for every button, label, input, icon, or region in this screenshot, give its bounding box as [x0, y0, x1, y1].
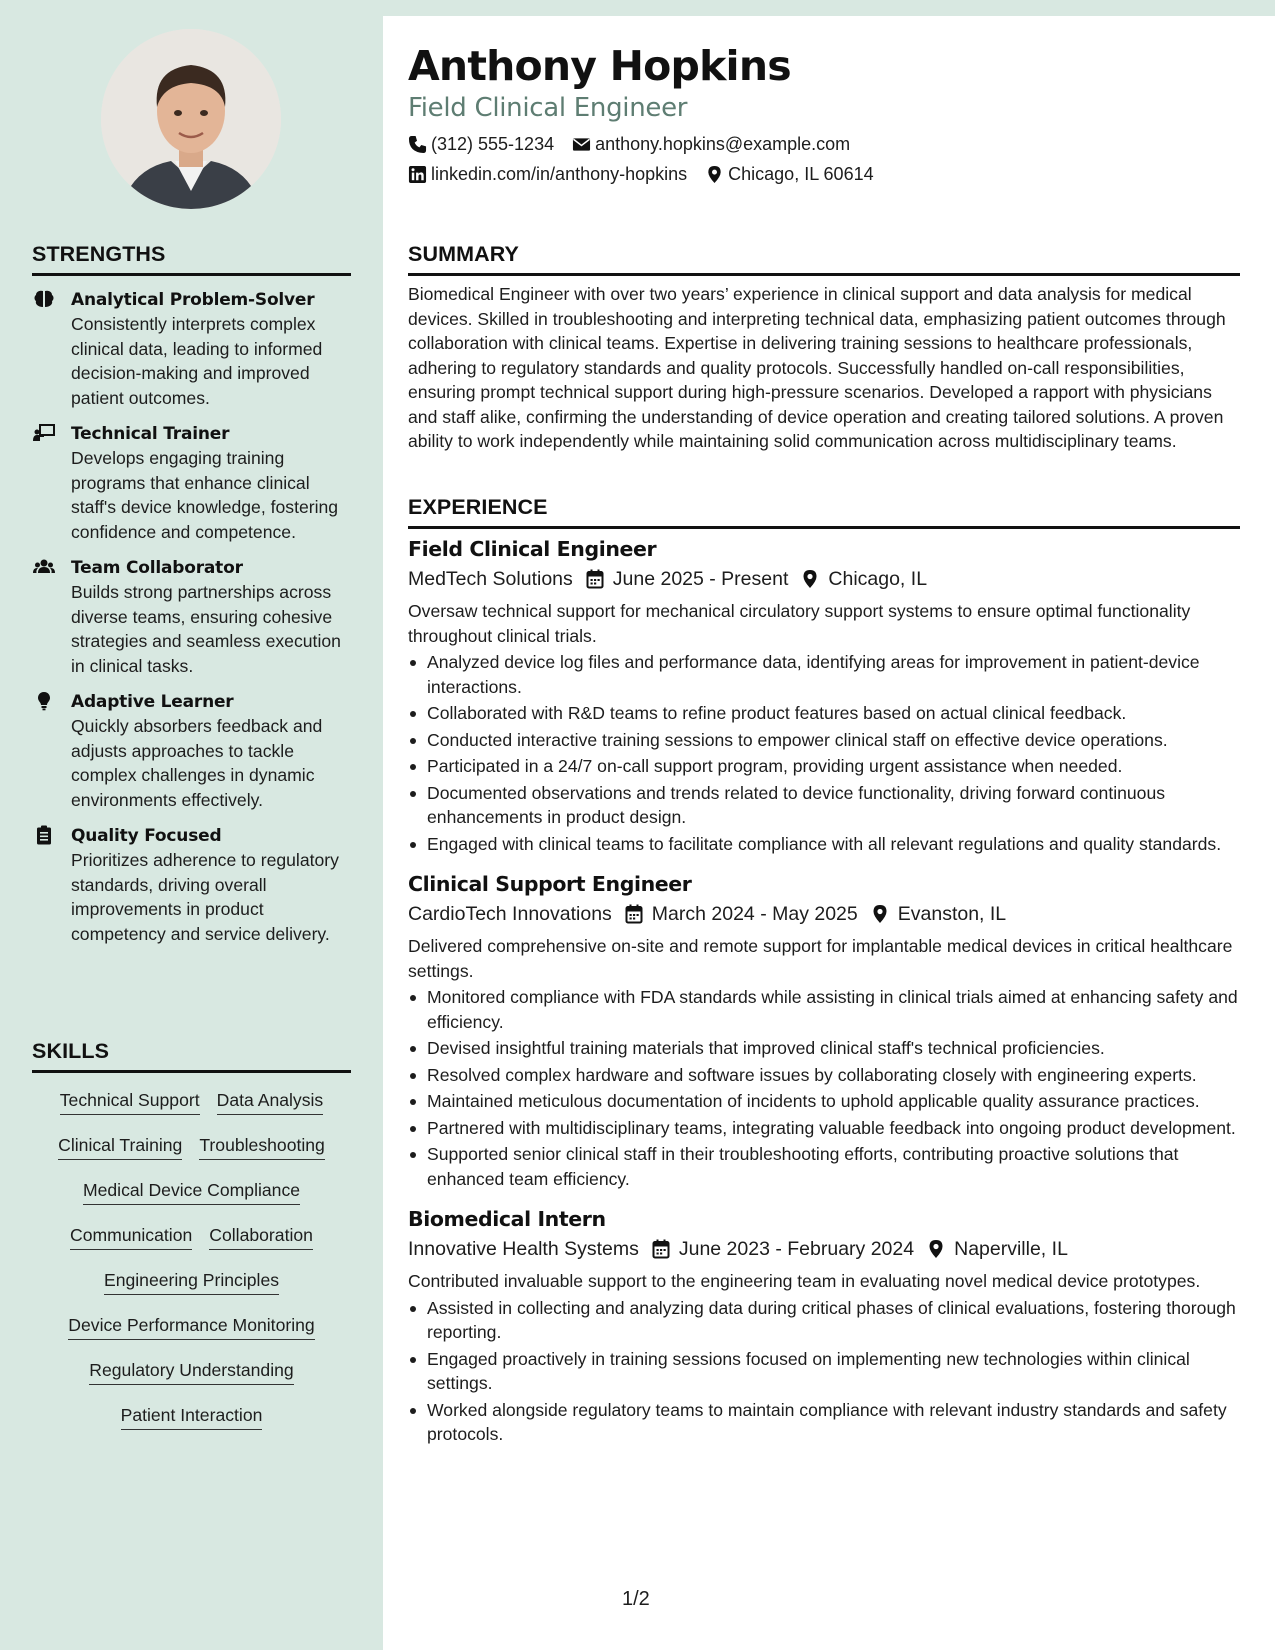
job-bullet: Conducted interactive training sessions to empower clinical staff on effective device operations.	[408, 728, 1240, 753]
skill-row	[68, 1304, 314, 1349]
job-dates	[652, 1234, 914, 1264]
job-bullet: Engaged proactively in training sessions focused on implementing new technologies within clinical settings.	[408, 1347, 1240, 1396]
skill-tag: Medical Device Compliance	[83, 1179, 300, 1205]
summary-text: Biomedical Engineer with over two years’ experience in clinical support and data analysis for medical devices. Skilled in troubleshooting and interpreting technical data, emphasizing patient outcomes through collaboration with clinical teams. Expertise in delivering training sessions to healthcare professionals, adhering to regulatory standards and quality protocols. Successfully handled on-call responsibilities, ensuring prompt technical support during high-pressure scenarios. Developed a rapport with physicians and staff alike, confirming the understanding of device operation and creating tailored solutions. A proven ability to work independently while maintaining solid communication across multidisciplinary teams.	[408, 284, 1226, 451]
summary-heading: SUMMARY	[408, 242, 1240, 276]
skill-row	[83, 1169, 300, 1214]
job-bullets	[408, 1296, 1240, 1447]
map-pin-icon	[927, 1239, 945, 1259]
skills-heading: SKILLS	[32, 1039, 351, 1073]
job-bullet: Engaged with clinical teams to facilitate compliance with all relevant regulations and quality standards.	[408, 832, 1240, 857]
contact-line-2	[408, 164, 892, 185]
skills-list	[32, 1079, 351, 1439]
experience-section	[408, 495, 1240, 1447]
linkedin-icon	[408, 165, 427, 184]
job-company: Innovative Health Systems	[408, 1238, 639, 1260]
job-bullets	[408, 650, 1240, 856]
skill-tag: Communication	[70, 1224, 192, 1250]
strength-title: Team Collaborator	[71, 558, 243, 578]
skill-tag: Data Analysis	[217, 1089, 324, 1115]
strength-title: Analytical Problem-Solver	[71, 290, 315, 310]
job-meta	[408, 1234, 1240, 1264]
job-location	[801, 564, 927, 594]
strengths-section	[32, 242, 351, 946]
skill-tag: Clinical Training	[58, 1134, 182, 1160]
job-dates	[586, 564, 789, 594]
skill-row	[121, 1394, 263, 1439]
job-dates-text: June 2023 - February 2024	[678, 1238, 915, 1260]
strength-item	[32, 690, 351, 812]
calendar-icon	[625, 904, 643, 924]
map-pin-icon	[871, 904, 889, 924]
skill-tag: Technical Support	[60, 1089, 200, 1115]
job-bullets	[408, 985, 1240, 1191]
job-bullet: Supported senior clinical staff in their troubleshooting efforts, contributing proactive solutions that enhanced team efficiency.	[408, 1142, 1240, 1191]
job-description: Delivered comprehensive on-site and remote support for implantable medical devices in critical healthcare settings.	[408, 936, 1233, 981]
skill-row	[89, 1349, 293, 1394]
job-bullet: Monitored compliance with FDA standards while assisting in clinical trials aimed at enhancing safety and efficiency.	[408, 985, 1240, 1034]
job-bullet: Participated in a 24/7 on-call support program, providing urgent assistance when needed.	[408, 754, 1240, 779]
person-photo-icon	[101, 29, 281, 209]
job-location-text: Evanston, IL	[897, 903, 1007, 925]
job-location	[871, 899, 1006, 929]
job-company: MedTech Solutions	[408, 568, 573, 590]
lightbulb-icon	[33, 691, 55, 711]
envelope-icon	[572, 135, 591, 154]
skill-tag: Troubleshooting	[199, 1134, 325, 1160]
job-description: Contributed invaluable support to the engineering team in evaluating novel medical device prototypes.	[408, 1271, 1201, 1291]
strength-title: Quality Focused	[71, 826, 222, 846]
brain-icon	[33, 289, 55, 309]
job-dates	[625, 899, 858, 929]
job-location-text: Chicago, IL	[828, 568, 928, 590]
job-meta	[408, 899, 1240, 929]
strength-item	[32, 422, 351, 544]
job-meta	[408, 564, 1240, 594]
strength-desc: Consistently interprets complex clinical data, leading to informed decision-making and improved patient outcomes.	[71, 314, 323, 408]
job-bullet: Documented observations and trends related to device functionality, driving forward continuous enhancements in product design.	[408, 781, 1240, 830]
skill-tag: Regulatory Understanding	[89, 1359, 293, 1385]
skill-row	[70, 1214, 313, 1259]
skill-row	[60, 1079, 323, 1124]
strength-item	[32, 288, 351, 410]
map-pin-icon	[801, 569, 819, 589]
strength-desc: Develops engaging training programs that enhance clinical staff's device knowledge, fostering confidence and competence.	[71, 448, 339, 542]
job-dates-text: June 2025 - Present	[612, 568, 789, 590]
skill-row	[104, 1259, 279, 1304]
contact-line-1	[408, 134, 868, 155]
presentation-icon	[33, 423, 55, 443]
skill-tag: Patient Interaction	[121, 1404, 263, 1430]
users-icon	[33, 557, 55, 577]
skill-tag: Collaboration	[209, 1224, 313, 1250]
email-text: anthony.hopkins@example.com	[595, 134, 851, 154]
job-company: CardioTech Innovations	[408, 903, 612, 925]
job-bullet: Collaborated with R&D teams to refine product features based on actual clinical feedback.	[408, 701, 1240, 726]
job-entry	[408, 535, 1240, 856]
strength-desc: Builds strong partnerships across diverse teams, ensuring cohesive strategies and seamless execution in clinical tasks.	[71, 582, 341, 676]
calendar-icon	[652, 1239, 670, 1259]
strength-title: Adaptive Learner	[71, 692, 234, 712]
job-title: Clinical Support Engineer	[408, 872, 692, 896]
job-bullet: Maintained meticulous documentation of incidents to uphold applicable quality assurance practices.	[408, 1089, 1240, 1114]
map-pin-icon	[705, 165, 724, 184]
job-bullet: Partnered with multidisciplinary teams, integrating valuable feedback into ongoing product development.	[408, 1116, 1240, 1141]
job-bullet: Assisted in collecting and analyzing data during critical phases of clinical evaluations, fostering thorough reporting.	[408, 1296, 1240, 1345]
job-bullet: Analyzed device log files and performance data, identifying areas for improvement in patient-device interactions.	[408, 650, 1240, 699]
location-text: Chicago, IL 60614	[728, 164, 874, 184]
job-dates-text: March 2024 - May 2025	[651, 903, 858, 925]
contact-phone[interactable]	[408, 134, 554, 155]
job-title: Field Clinical Engineer	[408, 537, 657, 561]
job-bullet: Devised insightful training materials that improved clinical staff's technical proficiencies.	[408, 1036, 1240, 1061]
strength-desc: Quickly absorbers feedback and adjusts approaches to tackle complex challenges in dynamic environments effectively.	[71, 716, 323, 810]
job-bullet: Worked alongside regulatory teams to maintain compliance with relevant industry standards and safety protocols.	[408, 1398, 1240, 1447]
main-content	[383, 16, 1275, 1650]
experience-heading: EXPERIENCE	[408, 495, 1240, 529]
strength-title: Technical Trainer	[71, 424, 230, 444]
strength-item	[32, 556, 351, 678]
job-bullet: Resolved complex hardware and software issues by collaborating closely with engineering experts.	[408, 1063, 1240, 1088]
contact-location	[705, 164, 873, 185]
skill-row	[58, 1124, 325, 1169]
job-location	[927, 1234, 1068, 1264]
linkedin-text: linkedin.com/in/anthony-hopkins	[431, 164, 688, 184]
candidate-name: Anthony Hopkins	[408, 42, 791, 90]
phone-text: (312) 555-1234	[431, 134, 555, 154]
job-location-text: Naperville, IL	[954, 1238, 1068, 1260]
strength-item	[32, 824, 351, 946]
contact-linkedin[interactable]	[408, 164, 687, 185]
profile-photo	[101, 29, 281, 209]
clipboard-icon	[33, 825, 55, 845]
sidebar	[0, 0, 383, 1650]
job-entry	[408, 870, 1240, 1191]
job-entry	[408, 1205, 1240, 1447]
skill-tag: Engineering Principles	[104, 1269, 279, 1295]
candidate-role: Field Clinical Engineer	[408, 93, 688, 123]
phone-icon	[408, 135, 427, 154]
contact-email[interactable]	[572, 134, 850, 155]
skills-section	[32, 1039, 351, 1439]
strengths-heading: STRENGTHS	[32, 242, 351, 276]
job-title: Biomedical Intern	[408, 1207, 606, 1231]
strength-desc: Prioritizes adherence to regulatory standards, driving overall improvements in product competency and service delivery.	[71, 850, 339, 944]
calendar-icon	[586, 569, 604, 589]
summary-section	[408, 242, 1240, 454]
skill-tag: Device Performance Monitoring	[68, 1314, 314, 1340]
page-number: 1/2	[622, 1588, 650, 1610]
job-description: Oversaw technical support for mechanical circulatory support systems to ensure optimal functionality throughout clinical trials.	[408, 601, 1191, 646]
